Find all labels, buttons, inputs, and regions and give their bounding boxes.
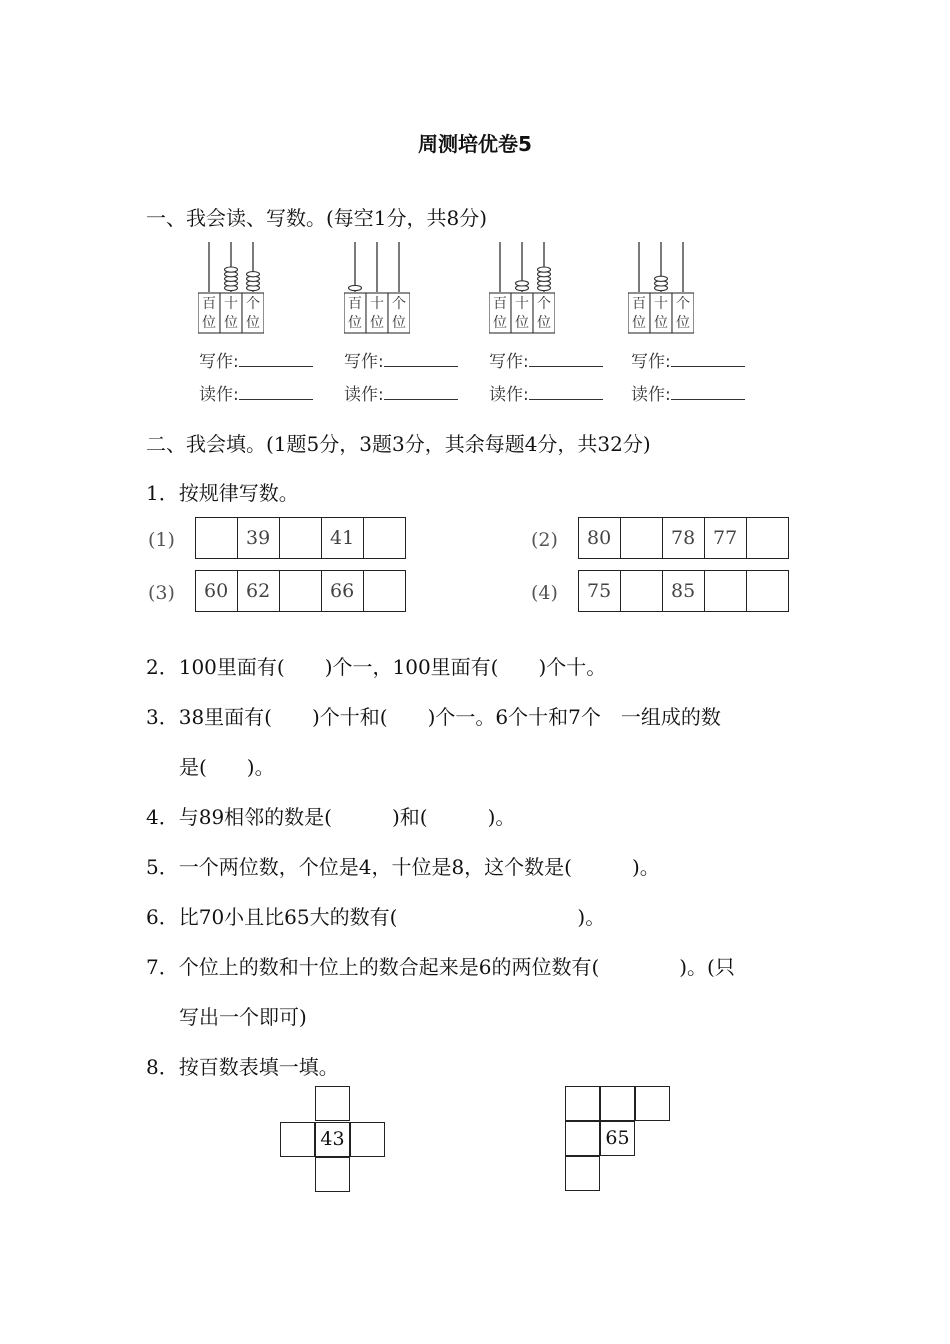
question-2: 2．100里面有( )个一，100里面有( )个十。 <box>146 655 607 679</box>
write-field-2[interactable]: 写作: <box>344 347 458 372</box>
sequence-cell: 80 <box>579 518 621 559</box>
abacus-bead <box>349 285 362 290</box>
row-tag-3: (3) <box>148 582 175 604</box>
abacus-bead <box>247 272 260 277</box>
abacus-bead <box>538 267 551 272</box>
place-label: 十 <box>515 296 529 312</box>
abacus-bead <box>516 281 529 286</box>
row-tag-1: (1) <box>148 529 175 551</box>
abacus-4 <box>628 240 694 340</box>
sequence-cell[interactable] <box>621 518 663 559</box>
read-field-1[interactable]: 读作: <box>199 380 313 405</box>
place-label: 个 <box>676 296 690 312</box>
sequence-cell: 85 <box>663 571 705 612</box>
sequence-cell: 62 <box>238 571 280 612</box>
place-label: 百 <box>493 296 507 312</box>
grid-cell[interactable] <box>350 1122 385 1157</box>
sequence-cell: 41 <box>322 518 364 559</box>
sequence-row-4 <box>578 570 789 612</box>
row-tag-2: (2) <box>531 529 558 551</box>
grid-cell-given: 43 <box>315 1122 350 1157</box>
abacus-1 <box>198 240 264 340</box>
sequence-cell[interactable] <box>280 571 322 612</box>
section-1-heading: 一、我会读、写数。(每空1分，共8分) <box>146 206 488 230</box>
abacus-3 <box>489 240 555 340</box>
write-field-3[interactable]: 写作: <box>489 347 603 372</box>
sequence-cell[interactable] <box>747 518 789 559</box>
grid-cell-given: 65 <box>600 1121 635 1156</box>
place-label: 百 <box>348 296 362 312</box>
question-7: 7．个位上的数和十位上的数合起来是6的两位数有( )。(只 <box>146 955 735 979</box>
place-label: 位 <box>493 315 507 331</box>
abacus-bead <box>655 276 668 281</box>
place-label: 十 <box>370 296 384 312</box>
place-label: 位 <box>348 315 362 331</box>
sequence-cell[interactable] <box>747 571 789 612</box>
abacus-bead <box>225 267 238 272</box>
row-tag-4: (4) <box>531 582 558 604</box>
sequence-row-1 <box>195 517 406 559</box>
place-label: 位 <box>654 315 668 331</box>
place-label: 个 <box>537 296 551 312</box>
place-label: 十 <box>654 296 668 312</box>
place-label: 位 <box>370 315 384 331</box>
place-label: 位 <box>202 315 216 331</box>
grid-cell[interactable] <box>565 1121 600 1156</box>
page-title: 周测培优卷5 <box>418 132 532 156</box>
sequence-cell: 66 <box>322 571 364 612</box>
question-8-label: 8．按百数表填一填。 <box>146 1055 339 1079</box>
sequence-cell: 75 <box>579 571 621 612</box>
place-label: 个 <box>246 296 260 312</box>
place-label: 位 <box>632 315 646 331</box>
grid-cell[interactable] <box>280 1122 315 1157</box>
place-label: 位 <box>392 315 406 331</box>
sequence-cell: 60 <box>196 571 238 612</box>
sequence-row-3 <box>195 570 406 612</box>
section-2-heading: 二、我会填。(1题5分，3题3分，其余每题4分，共32分) <box>146 432 651 456</box>
abacus-2 <box>344 240 410 340</box>
sequence-cell[interactable] <box>364 571 406 612</box>
sequence-cell: 77 <box>705 518 747 559</box>
place-label: 位 <box>224 315 238 331</box>
place-label: 位 <box>515 315 529 331</box>
sequence-cell[interactable] <box>705 571 747 612</box>
place-label: 十 <box>224 296 238 312</box>
question-4: 4．与89相邻的数是( )和( )。 <box>146 805 516 829</box>
question-5: 5．一个两位数，个位是4，十位是8，这个数是( )。 <box>146 855 660 879</box>
question-6: 6．比70小且比65大的数有( )。 <box>146 905 606 929</box>
place-label: 百 <box>632 296 646 312</box>
question-3-cont: 是( )。 <box>179 755 275 779</box>
question-3: 3．38里面有( )个十和( )个一。6个十和7个 一组成的数 <box>146 705 721 729</box>
write-field-1[interactable]: 写作: <box>199 347 313 372</box>
grid-cell[interactable] <box>565 1156 600 1191</box>
grid-cell[interactable] <box>315 1086 350 1121</box>
question-1-label: 1．按规律写数。 <box>146 481 299 505</box>
grid-cell[interactable] <box>315 1157 350 1192</box>
sequence-cell[interactable] <box>280 518 322 559</box>
grid-cell[interactable] <box>565 1086 600 1121</box>
place-label: 百 <box>202 296 216 312</box>
sequence-cell[interactable] <box>364 518 406 559</box>
read-field-2[interactable]: 读作: <box>344 380 458 405</box>
sequence-cell: 78 <box>663 518 705 559</box>
sequence-cell: 39 <box>238 518 280 559</box>
read-field-4[interactable]: 读作: <box>631 380 745 405</box>
place-label: 个 <box>392 296 406 312</box>
grid-cell[interactable] <box>635 1086 670 1121</box>
write-field-4[interactable]: 写作: <box>631 347 745 372</box>
grid-cell[interactable] <box>600 1086 635 1121</box>
sequence-row-2 <box>578 517 789 559</box>
question-7-cont: 写出一个即可) <box>179 1005 307 1029</box>
read-field-3[interactable]: 读作: <box>489 380 603 405</box>
sequence-cell[interactable] <box>621 571 663 612</box>
place-label: 位 <box>246 315 260 331</box>
sequence-cell[interactable] <box>196 518 238 559</box>
place-label: 位 <box>537 315 551 331</box>
place-label: 位 <box>676 315 690 331</box>
